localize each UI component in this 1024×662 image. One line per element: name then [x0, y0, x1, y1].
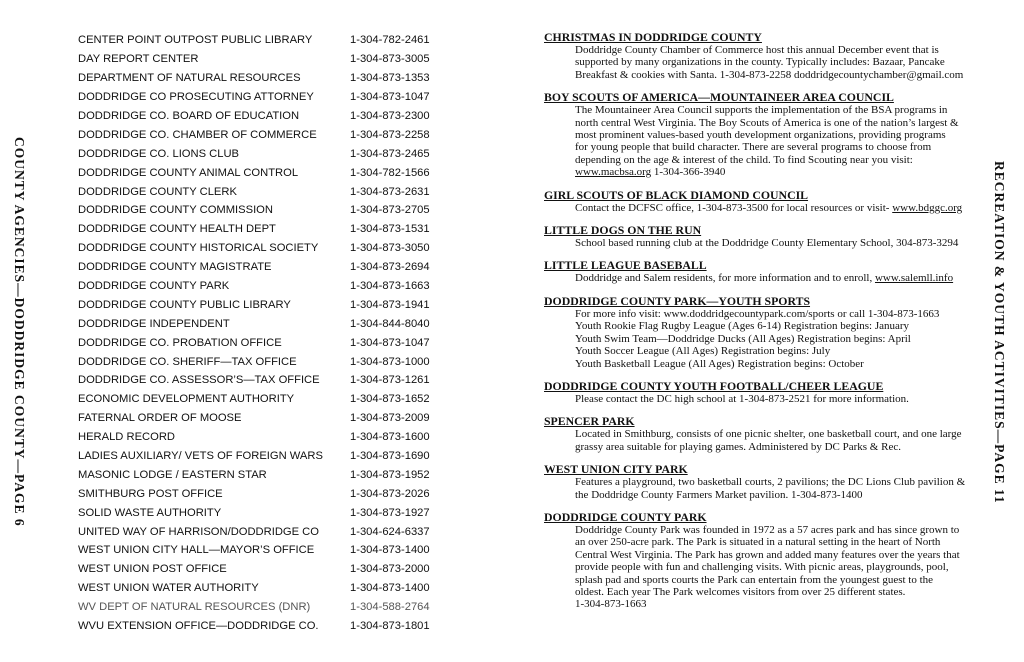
- listing-line: most prominent values-based youth development organizations, providing programs: [575, 129, 946, 142]
- agency-name: DODDRIDGE COUNTY MAGISTRATE: [78, 261, 272, 274]
- agency-name: SMITHBURG POST OFFICE: [78, 487, 223, 500]
- agency-phone: 1-304-873-1353: [350, 72, 430, 85]
- agency-row: [78, 314, 448, 333]
- listing-body: [544, 393, 992, 405]
- listing-title: DODDRIDGE COUNTY PARK: [544, 509, 707, 524]
- agency-name: DODDRIDGE CO. CHAMBER OF COMMERCE: [78, 128, 317, 141]
- listing-line: Breakfast & cookies with Santa. 1-304-873-2258 doddridgecountychamber@gmail.com: [575, 68, 964, 81]
- listing: [544, 295, 992, 370]
- listing-body: [544, 104, 992, 178]
- listing: [544, 463, 992, 501]
- agency-row: [78, 465, 448, 484]
- agency-phone: 1-304-873-2705: [350, 204, 430, 217]
- listing-line: Please contact the DC high school at 1-304-873-2521 for more information.: [575, 392, 909, 405]
- agency-row: [78, 182, 448, 201]
- agency-phone: 1-304-624-6337: [350, 525, 430, 538]
- listing: [544, 415, 992, 453]
- agency-phone: 1-304-873-1400: [350, 544, 430, 557]
- listing: [544, 511, 992, 611]
- agency-row: [78, 484, 448, 503]
- listing-line: Youth Soccer League (All Ages) Registration begins: July: [575, 345, 831, 358]
- listing: [544, 189, 992, 214]
- listing-line: Youth Rookie Flag Rugby League (Ages 6-14) Registration begins: January: [575, 320, 910, 333]
- agency-row: [78, 163, 448, 182]
- agency-phone: 1-304-873-2631: [350, 185, 430, 198]
- agency-row: [78, 333, 448, 352]
- agency-name: DODDRIDGE CO. BOARD OF EDUCATION: [78, 110, 300, 122]
- agency-name: UNITED WAY OF HARRISON/DODDRIDGE CO: [78, 525, 319, 538]
- right-page-heading: RECREATION & YOUTH ACTIVITIES—PAGE 11: [992, 160, 1007, 504]
- listing: [544, 31, 992, 81]
- listing-title: GIRL SCOUTS OF BLACK DIAMOND COUNCIL: [544, 187, 809, 202]
- agency-row: [78, 88, 448, 107]
- agency-phone: 1-304-873-1801: [350, 620, 430, 633]
- agency-name: WV DEPT OF NATURAL RESOURCES (DNR): [78, 601, 311, 614]
- agency-phone: 1-304-873-2000: [350, 563, 430, 576]
- agency-row: [78, 50, 448, 69]
- agency-phone: 1-304-873-2009: [350, 412, 430, 425]
- agency-phone: 1-304-873-1261: [350, 374, 430, 387]
- listing-line: north central West Virginia. The Boy Scouts of America is one of the nation’s largest &: [575, 116, 959, 129]
- agency-phone: 1-304-873-1941: [350, 298, 430, 311]
- agency-name: ECONOMIC DEVELOPMENT AUTHORITY: [78, 393, 295, 406]
- listing-link-line: [575, 272, 992, 284]
- listing-link-suffix: 1-304-366-3940: [651, 166, 726, 179]
- listing-body: [544, 44, 992, 81]
- agency-phone: 1-304-873-1600: [350, 431, 430, 444]
- recreation-listings: [544, 31, 992, 621]
- listing-title: LITTLE LEAGUE BASEBALL: [544, 258, 707, 273]
- agency-phone: 1-304-782-2461: [350, 34, 430, 47]
- agency-name: DODDRIDGE COUNTY PARK: [78, 280, 230, 293]
- agency-row: [78, 503, 448, 522]
- agency-phone: 1-304-782-1566: [350, 166, 430, 179]
- agency-name: MASONIC LODGE / EASTERN STAR: [78, 468, 267, 481]
- agency-row: [78, 107, 448, 126]
- listing-title: DODDRIDGE COUNTY PARK—YOUTH SPORTS: [544, 293, 811, 308]
- agency-phone: 1-304-844-8040: [350, 317, 430, 330]
- listing-body: [544, 476, 992, 501]
- listing-link-prefix: Doddridge and Salem residents, for more information and to enroll,: [575, 272, 875, 285]
- listing-line: For more info visit: www.doddridgecountypark.com/sports or call 1-304-873-1663: [575, 307, 940, 320]
- listing-line: Features a playground, two basketball courts, 2 pavilions; the DC Lions Club pavilion &: [575, 476, 966, 489]
- agency-phone: 1-304-873-1652: [350, 393, 430, 406]
- agency-phone: 1-304-873-2300: [350, 110, 430, 122]
- agency-name: DODDRIDGE CO. SHERIFF—TAX OFFICE: [78, 355, 297, 368]
- agency-name: WEST UNION POST OFFICE: [78, 563, 227, 576]
- agency-name: DODDRIDGE COUNTY COMMISSION: [78, 204, 273, 217]
- agency-name: WEST UNION CITY HALL—MAYOR’S OFFICE: [78, 544, 315, 557]
- agency-row: [78, 371, 448, 390]
- listing: [544, 259, 992, 284]
- agency-row: [78, 239, 448, 258]
- website-link[interactable]: www.salemll.info: [874, 272, 954, 285]
- listing-line: depending on the age & interest of the child. To find Scouting near you visit:: [575, 153, 913, 166]
- listing-line: for young people that build character. There are several programs to choose from: [575, 141, 932, 154]
- listing: [544, 380, 992, 405]
- listing-line: The Mountaineer Area Council supports the implementation of the BSA programs in: [575, 104, 948, 117]
- listing-line: Youth Basketball League (All Ages) Registration begins: October: [575, 357, 864, 370]
- listing: [544, 91, 992, 178]
- listing-line: provide people with fun and challenging visits. With picnic areas, playgrounds, pool,: [575, 561, 949, 574]
- agency-name: DAY REPORT CENTER: [78, 53, 199, 66]
- agency-name: CENTER POINT OUTPOST PUBLIC LIBRARY: [78, 34, 313, 47]
- agency-phone: 1-304-873-1000: [350, 355, 430, 368]
- listing-body: [544, 428, 992, 453]
- agency-phone: 1-304-873-3005: [350, 53, 430, 66]
- agency-phone: 1-304-873-1047: [350, 336, 430, 349]
- agency-row: [78, 125, 448, 144]
- website-link[interactable]: www.macbsa.org: [575, 166, 652, 179]
- agency-row: [78, 598, 448, 617]
- agency-phone: 1-304-873-1400: [350, 582, 430, 595]
- agency-row: [78, 560, 448, 579]
- agency-name: WVU EXTENSION OFFICE—DODDRIDGE CO.: [78, 620, 319, 633]
- agency-name: DODDRIDGE CO. ASSESSOR’S—TAX OFFICE: [78, 374, 320, 387]
- agency-row: [78, 447, 448, 466]
- agency-directory: [78, 31, 448, 636]
- agency-row: [78, 69, 448, 88]
- listing-line: Doddridge County Park was founded in 1972 as a 57 acres park and has since grown to: [575, 523, 960, 536]
- listing-body: [544, 524, 992, 611]
- listing-title: BOY SCOUTS OF AMERICA—MOUNTAINEER AREA COUNCIL: [544, 90, 894, 105]
- website-link[interactable]: www.bdggc.org: [892, 201, 963, 214]
- listing-title: WEST UNION CITY PARK: [544, 462, 688, 477]
- listing-line: School based running club at the Doddridge County Elementary School, 304-873-3294: [575, 237, 959, 250]
- agency-name: DODDRIDGE COUNTY CLERK: [78, 185, 237, 198]
- agency-row: [78, 522, 448, 541]
- agency-name: DEPARTMENT OF NATURAL RESOURCES: [78, 72, 301, 85]
- agency-name: DODDRIDGE COUNTY HEALTH DEPT: [78, 223, 276, 236]
- listing-line: 1-304-873-1663: [575, 598, 647, 611]
- listing-title: SPENCER PARK: [544, 414, 635, 429]
- listing-title: LITTLE DOGS ON THE RUN: [544, 223, 702, 238]
- agency-phone: 1-304-873-2258: [350, 128, 430, 141]
- listing-title: DODDRIDGE COUNTY YOUTH FOOTBALL/CHEER LEAGUE: [544, 378, 884, 393]
- listing-body: [544, 202, 992, 214]
- listing-line: oldest. Each year The Park welcomes visitors from over 25 different states.: [575, 585, 906, 598]
- agency-row: [78, 144, 448, 163]
- agency-name: DODDRIDGE COUNTY PUBLIC LIBRARY: [78, 298, 291, 311]
- agency-row: [78, 390, 448, 409]
- listing-link-prefix: Contact the DCFSC office, 1-304-873-3500 for local resources or visit-: [575, 201, 893, 214]
- left-page-heading: COUNTY AGENCIES—DODDRIDGE COUNTY—PAGE 6: [12, 137, 27, 527]
- listing: [544, 224, 992, 249]
- listing-line: Located in Smithburg, consists of one picnic shelter, one basketball court, and one large: [575, 428, 962, 441]
- listing-line: Central West Virginia. The Park has grown and added many features over the years that: [575, 548, 960, 561]
- agency-row: [78, 352, 448, 371]
- agency-phone: 1-304-873-1952: [350, 468, 430, 481]
- listing-line: splash pad and sports courts the Park can entertain from the youngest guest to the: [575, 573, 934, 586]
- listing-line: Doddridge County Chamber of Commerce host this annual December event that is: [575, 44, 939, 56]
- listing-line: the Doddridge County Farmers Market pavilion. 1-304-873-1400: [575, 488, 863, 501]
- listing-link-line: [575, 202, 992, 214]
- agency-phone: 1-304-873-2026: [350, 487, 430, 500]
- listing-line: an over 250-acre park. The Park is situated in a natural setting in the heart of North: [575, 536, 941, 549]
- agency-phone: 1-304-873-1531: [350, 223, 430, 236]
- listing-body: [544, 308, 992, 370]
- agency-name: DODDRIDGE COUNTY HISTORICAL SOCIETY: [78, 242, 319, 255]
- agency-phone: 1-304-873-3050: [350, 242, 430, 255]
- listing-body: [544, 237, 992, 249]
- agency-row: [78, 277, 448, 296]
- agency-name: DODDRIDGE COUNTY ANIMAL CONTROL: [78, 166, 299, 179]
- agency-row: [78, 295, 448, 314]
- listing-title: CHRISTMAS IN DODDRIDGE COUNTY: [544, 30, 762, 44]
- agency-row: [78, 617, 448, 636]
- agency-row: [78, 201, 448, 220]
- agency-name: HERALD RECORD: [78, 431, 175, 444]
- agency-phone: 1-304-588-2764: [350, 601, 430, 614]
- agency-phone: 1-304-873-1663: [350, 280, 430, 293]
- agency-row: [78, 541, 448, 560]
- agency-phone: 1-304-873-1690: [350, 450, 430, 463]
- agency-row: [78, 428, 448, 447]
- listing-line: Youth Swim Team—Doddridge Ducks (All Ages) Registration begins: April: [575, 332, 911, 345]
- agency-phone: 1-304-873-1047: [350, 91, 430, 104]
- agency-phone: 1-304-873-2465: [350, 147, 430, 160]
- agency-row: [78, 258, 448, 277]
- agency-name: DODDRIDGE CO PROSECUTING ATTORNEY: [78, 91, 314, 104]
- agency-row: [78, 31, 448, 50]
- agency-name: DODDRIDGE INDEPENDENT: [78, 317, 230, 330]
- agency-name: LADIES AUXILIARY/ VETS OF FOREIGN WARS: [78, 450, 323, 463]
- listing-line: grassy area suitable for playing games. Administered by DC Parks & Rec.: [575, 440, 901, 453]
- agency-row: [78, 409, 448, 428]
- agency-name: WEST UNION WATER AUTHORITY: [78, 582, 259, 595]
- listing-line: supported by many organizations in the county. Typically includes: Bazaar, Pancake: [575, 56, 945, 69]
- agency-name: FATERNAL ORDER OF MOOSE: [78, 412, 242, 425]
- agency-row: [78, 579, 448, 598]
- agency-name: DODDRIDGE CO. LIONS CLUB: [78, 147, 240, 160]
- agency-row: [78, 220, 448, 239]
- agency-name: SOLID WASTE AUTHORITY: [78, 506, 222, 519]
- listing-link-line: [575, 166, 992, 178]
- agency-phone: 1-304-873-1927: [350, 506, 430, 519]
- agency-phone: 1-304-873-2694: [350, 261, 430, 274]
- listing-body: [544, 272, 992, 284]
- agency-name: DODDRIDGE CO. PROBATION OFFICE: [78, 336, 282, 349]
